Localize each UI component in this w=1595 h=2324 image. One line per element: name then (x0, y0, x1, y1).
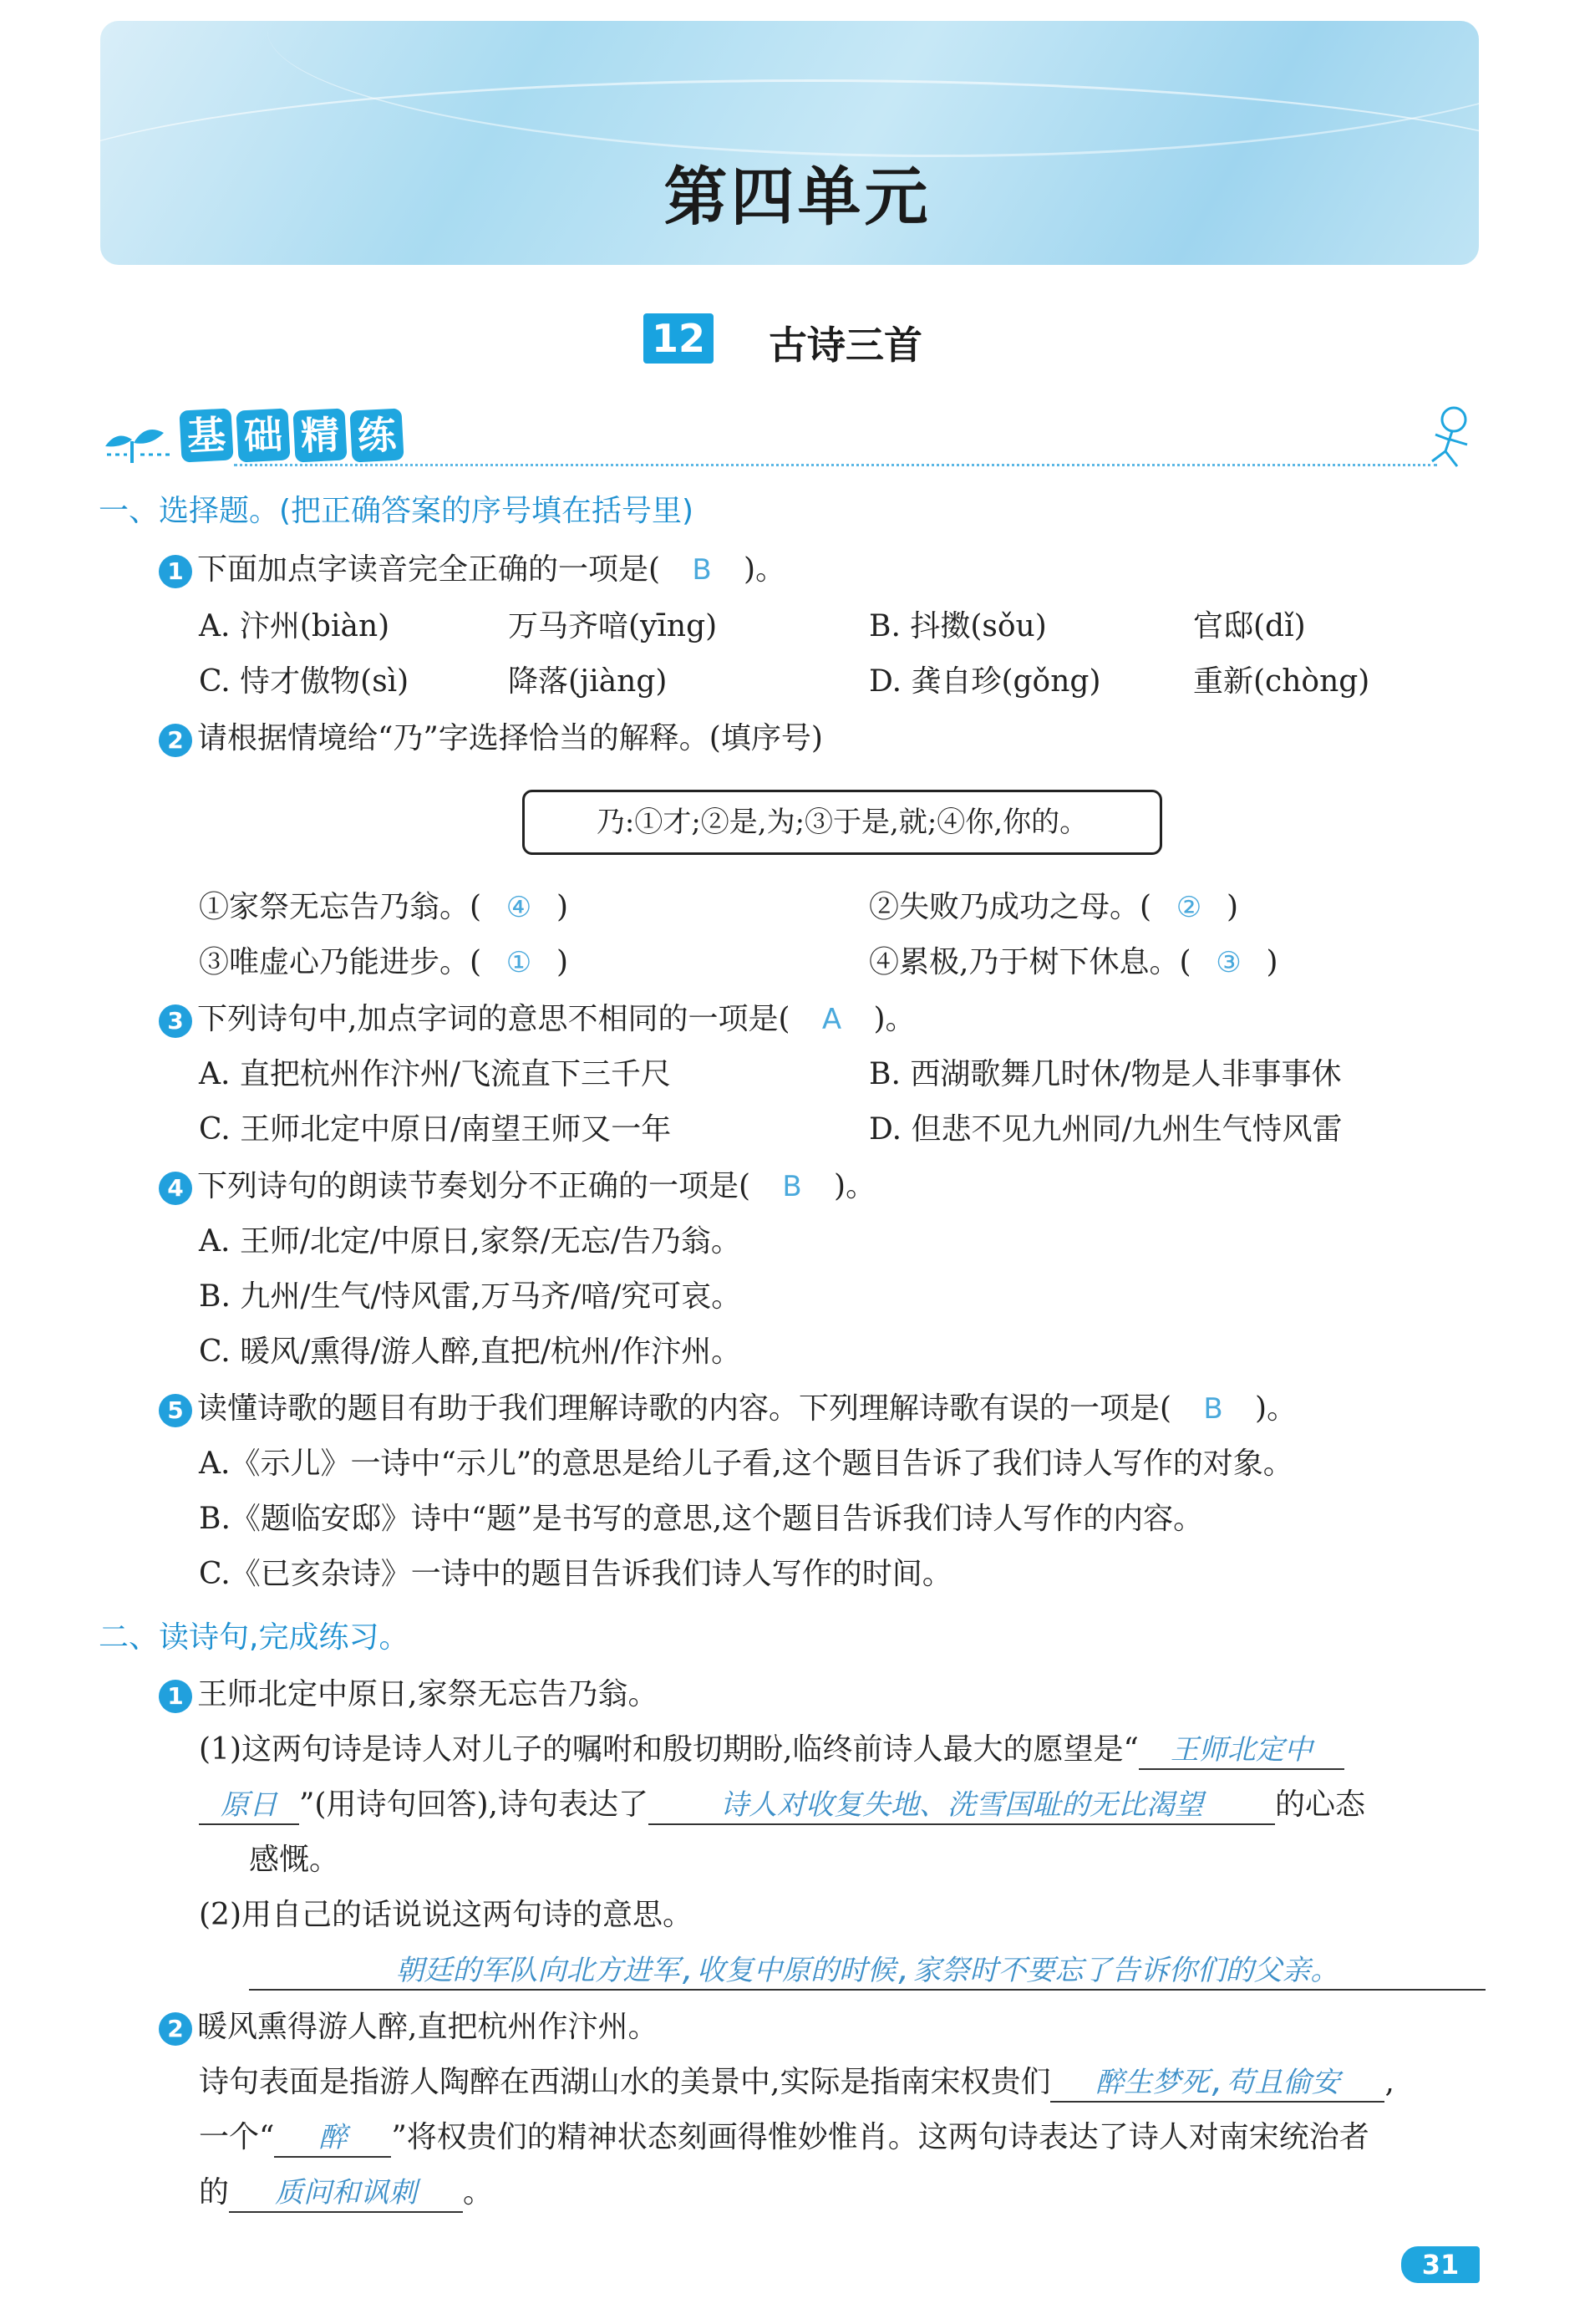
option-text: A. 直把杭州作汴州/飞流直下三千尺 (199, 1057, 672, 1091)
question-stem-end: )。 (1255, 1391, 1298, 1426)
badge-char: 基 (179, 408, 233, 462)
option-text: D. 龚自珍(gǒng) (869, 664, 1101, 699)
option-text: 降落(jiàng) (508, 664, 668, 699)
badge-char: 础 (236, 408, 290, 462)
option-text: A.《示儿》一诗中“示儿”的意思是给儿子看,这个题目告诉了我们诗人写作的对象。 (199, 1447, 1293, 1481)
option-text: C. 恃才傲物(sì) (199, 664, 409, 699)
answer-blank: 质问和讽刺 (229, 2174, 463, 2213)
option-text: B. 九州/生气/恃风雷,万马齐/喑/究可哀。 (199, 1279, 742, 1314)
analysis-text: 的 (199, 2175, 230, 2210)
question-number: 2 (159, 2012, 192, 2046)
answer-blank: 醉生梦死,苟且偷安 (1050, 2064, 1384, 2103)
fill-item (199, 944, 568, 981)
question-stem: 下列诗句中,加点字词的意思不相同的一项是( (197, 1002, 790, 1036)
fill-item-close: ) (556, 890, 569, 924)
question-number: 3 (159, 1004, 192, 1038)
sub-question-1 (199, 1732, 1344, 1770)
option-text: C. 王师北定中原日/南望王师又一年 (199, 1112, 672, 1147)
unit-title: 第四单元 (663, 160, 932, 234)
analysis-text: 。 (463, 2175, 494, 2210)
question-3 (159, 1001, 916, 1038)
option-text: C. 暖风/熏得/游人醉,直把/杭州/作汴州。 (199, 1335, 742, 1369)
answer-mark: ④ (505, 891, 532, 924)
analysis-line-3 (199, 2174, 493, 2213)
fill-item-text: ②失败乃成功之母。( (869, 890, 1152, 924)
fill-item-text: ④累极,乃于树下休息。( (869, 945, 1191, 979)
question-2 (159, 720, 823, 757)
fill-item (869, 944, 1278, 981)
answer-mark: B (1203, 1392, 1223, 1426)
lesson-number: 12 (643, 313, 714, 364)
question-number: 1 (159, 555, 192, 588)
dotted-divider (234, 464, 1437, 466)
sub-question-text: 的心态 (1274, 1787, 1365, 1822)
sub-question-text: (1)这两句诗是诗人对儿子的嘱咐和殷切期盼,临终前诗人最大的愿望是“ (199, 1732, 1139, 1767)
sub-question-text: ”(用诗句回答),诗句表达了 (299, 1787, 648, 1822)
question-5 (159, 1391, 1297, 1427)
question-4 (159, 1168, 876, 1205)
fill-item-close: ) (556, 945, 569, 979)
badge-char: 练 (349, 408, 404, 462)
part2-heading: 二、读诗句,完成练习。 (99, 1620, 409, 1655)
answer-mark: ① (505, 946, 532, 979)
option-text: B.《题临安邸》诗中“题”是书写的意思,这个题目告诉我们诗人写作的内容。 (199, 1502, 1204, 1536)
answer-blank: 王师北定中 (1139, 1732, 1344, 1770)
lesson-title: 古诗三首 (769, 323, 922, 368)
question-stem-end: )。 (744, 552, 786, 587)
question-number: 5 (159, 1394, 192, 1427)
sub-question-text: 感慨。 (249, 1843, 340, 1877)
option-text: 官邸(dǐ) (1193, 609, 1306, 643)
sub-question-2: (2)用自己的话说说这两句诗的意思。 (199, 1898, 693, 1932)
option-text: A. 汴州(biàn) (199, 609, 390, 643)
analysis-text: 一个“ (199, 2120, 275, 2154)
question-stem-end: )。 (873, 1002, 916, 1036)
option-text: 重新(chòng) (1193, 664, 1370, 699)
analysis-text: ”将权贵们的精神状态刻画得惟妙惟肖。这两句诗表达了诗人对南宋统治者 (391, 2120, 1369, 2154)
answer-line (249, 1952, 1486, 1991)
question-number: 2 (159, 724, 192, 757)
answer-blank: 醉 (274, 2119, 391, 2158)
answer-mark: B (692, 553, 712, 587)
option-text: C.《已亥杂诗》一诗中的题目告诉我们诗人写作的时间。 (199, 1557, 952, 1591)
option-text: B. 抖擞(sǒu) (869, 609, 1047, 643)
poem-text: 暖风熏得游人醉,直把杭州作汴州。 (197, 2010, 658, 2044)
question-number: 1 (159, 1680, 192, 1713)
poem-text: 王师北定中原日,家祭无忘告乃翁。 (197, 1677, 658, 1711)
option-text: A. 王师/北定/中原日,家祭/无忘/告乃翁。 (199, 1224, 741, 1259)
definition-box: 乃:①才;②是,为;③于是,就;④你,你的。 (522, 790, 1162, 855)
badge-char: 精 (292, 408, 347, 462)
question-stem: 下列诗句的朗读节奏划分不正确的一项是( (197, 1169, 751, 1203)
fill-item-close: ) (1227, 890, 1239, 924)
page-number: 31 (1401, 2246, 1480, 2283)
answer-mark: ③ (1216, 946, 1242, 979)
analysis-text: 诗句表面是指游人陶醉在西湖山水的美景中,实际是指南宋权贵们 (199, 2065, 1051, 2099)
answer-mark: B (782, 1170, 802, 1203)
fill-item (199, 889, 568, 926)
option-text: 万马齐喑(yīng) (508, 609, 718, 643)
badge-chars (180, 409, 403, 461)
fill-item-close: ) (1266, 945, 1278, 979)
option-text: D. 但悲不见九州同/九州生气恃风雷 (869, 1112, 1343, 1147)
part1-heading: 一、选择题。(把正确答案的序号填在括号里) (99, 494, 694, 528)
answer-blank: 诗人对收复失地、洗雪国耻的无比渴望 (648, 1787, 1275, 1825)
analysis-line-2 (199, 2119, 1369, 2158)
answer-blank: 原日 (199, 1787, 299, 1825)
analysis-text: , (1384, 2065, 1394, 2099)
poem-line-1 (159, 1676, 658, 1713)
question-stem: 读懂诗歌的题目有助于我们理解诗歌的内容。下列理解诗歌有误的一项是( (197, 1391, 1172, 1426)
fill-item-text: ③唯虚心乃能进步。( (199, 945, 482, 979)
fill-item-text: ①家祭无忘告乃翁。( (199, 890, 482, 924)
question-number: 4 (159, 1172, 192, 1205)
question-stem-end: )。 (834, 1169, 876, 1203)
answer-mark: A (821, 1003, 842, 1036)
sub-question-1-cont (199, 1787, 1365, 1825)
question-1 (159, 552, 785, 588)
answer-blank: 朝廷的军队向北方进军,收复中原的时候,家祭时不要忘了告诉你们的父亲。 (249, 1952, 1486, 1991)
option-text: B. 西湖歌舞几时休/物是人非事事休 (869, 1057, 1342, 1091)
question-stem: 下面加点字读音完全正确的一项是( (197, 552, 661, 587)
analysis-line-1 (199, 2064, 1394, 2103)
fill-item (869, 889, 1238, 926)
answer-mark: ② (1176, 891, 1202, 924)
question-stem: 请根据情境给“乃”字选择恰当的解释。(填序号) (197, 721, 823, 755)
poem-line-2 (159, 2009, 658, 2046)
running-figure-icon (1420, 401, 1479, 476)
sprout-icon (99, 418, 175, 465)
